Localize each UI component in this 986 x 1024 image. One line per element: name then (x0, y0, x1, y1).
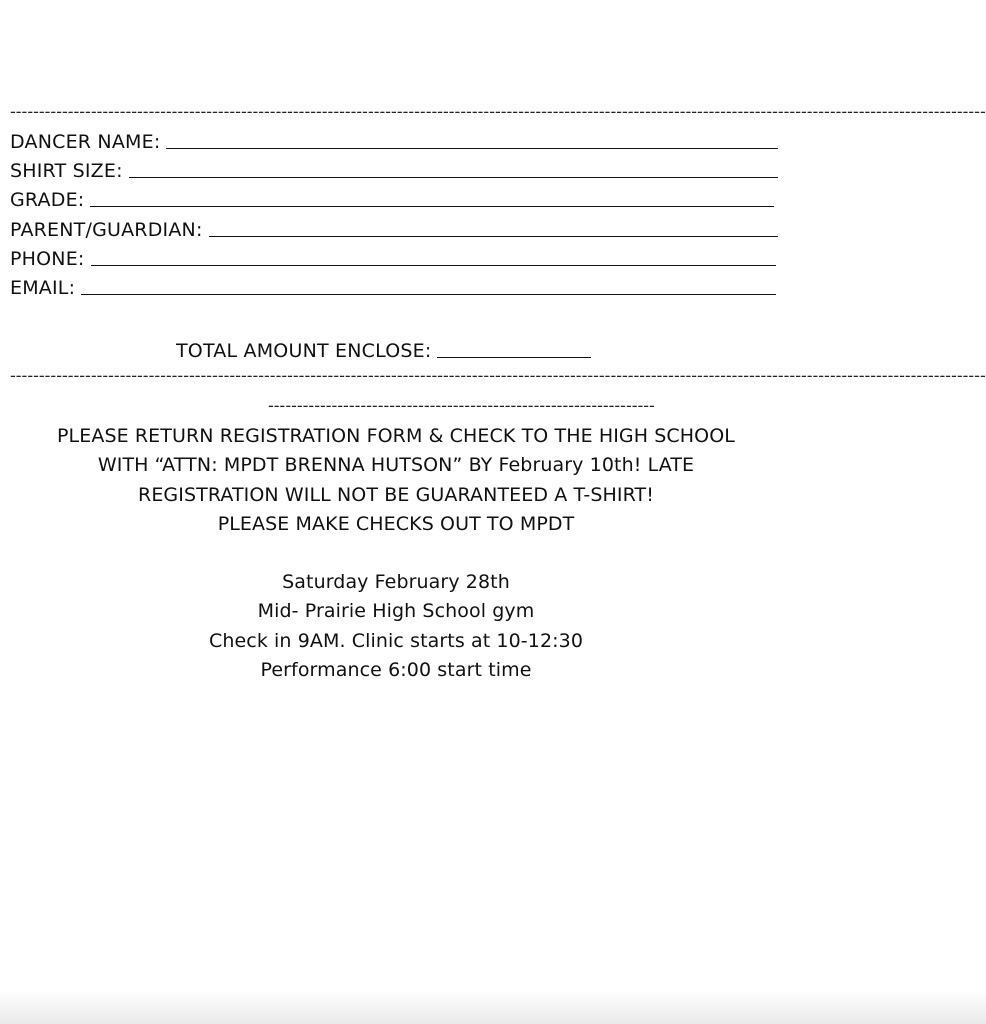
event-checkin: Check in 9AM. Clinic starts at 10-12:30 (208, 629, 584, 652)
event-details (0, 568, 792, 685)
phone-field[interactable] (10, 241, 776, 270)
total-amount-field[interactable] (176, 336, 591, 362)
short-separator: ------------------------------------------------------------------- (268, 396, 655, 415)
parent-guardian-label: PARENT/GUARDIAN: (10, 219, 203, 241)
event-date: Saturday February 28th (282, 571, 510, 593)
notice-line: PLEASE MAKE CHECKS OUT TO MPDT (217, 512, 575, 535)
total-amount-line[interactable] (437, 357, 591, 358)
email-label: EMAIL: (10, 277, 76, 299)
email-field[interactable] (10, 270, 776, 299)
middle-separator: ------------------------------------------------------------------------------------------------------------------------------------------------------------------------- (10, 366, 986, 385)
shirt-size-line[interactable] (129, 177, 778, 178)
dancer-name-field[interactable] (10, 124, 778, 153)
notice-line: WITH “ATTN: MPDT BRENNA HUTSON” BY February 10th! LATE (97, 454, 695, 477)
shirt-size-field[interactable] (10, 153, 778, 182)
grade-field[interactable] (10, 182, 774, 211)
grade-label: GRADE: (10, 189, 85, 211)
dancer-name-label: DANCER NAME: (10, 131, 161, 153)
top-separator: ------------------------------------------------------------------------------------------------------------------------------------------------------------------------- (10, 102, 986, 121)
return-instructions (0, 422, 792, 539)
email-line[interactable] (81, 294, 776, 295)
total-amount-label: TOTAL AMOUNT ENCLOSE: (176, 340, 432, 362)
parent-guardian-line[interactable] (209, 236, 778, 237)
event-performance: Performance 6:00 start time (260, 658, 532, 681)
event-location: Mid- Prairie High School gym (257, 600, 535, 623)
notice-line: PLEASE RETURN REGISTRATION FORM & CHECK TO THE HIGH SCHOOL (57, 425, 735, 447)
notice-line: REGISTRATION WILL NOT BE GUARANTEED A T-SHIRT! (138, 483, 654, 506)
shirt-size-label: SHIRT SIZE: (10, 160, 123, 182)
phone-line[interactable] (91, 265, 776, 266)
grade-line[interactable] (90, 206, 774, 207)
parent-guardian-field[interactable] (10, 212, 778, 241)
phone-label: PHONE: (10, 248, 85, 270)
dancer-name-line[interactable] (166, 148, 778, 149)
